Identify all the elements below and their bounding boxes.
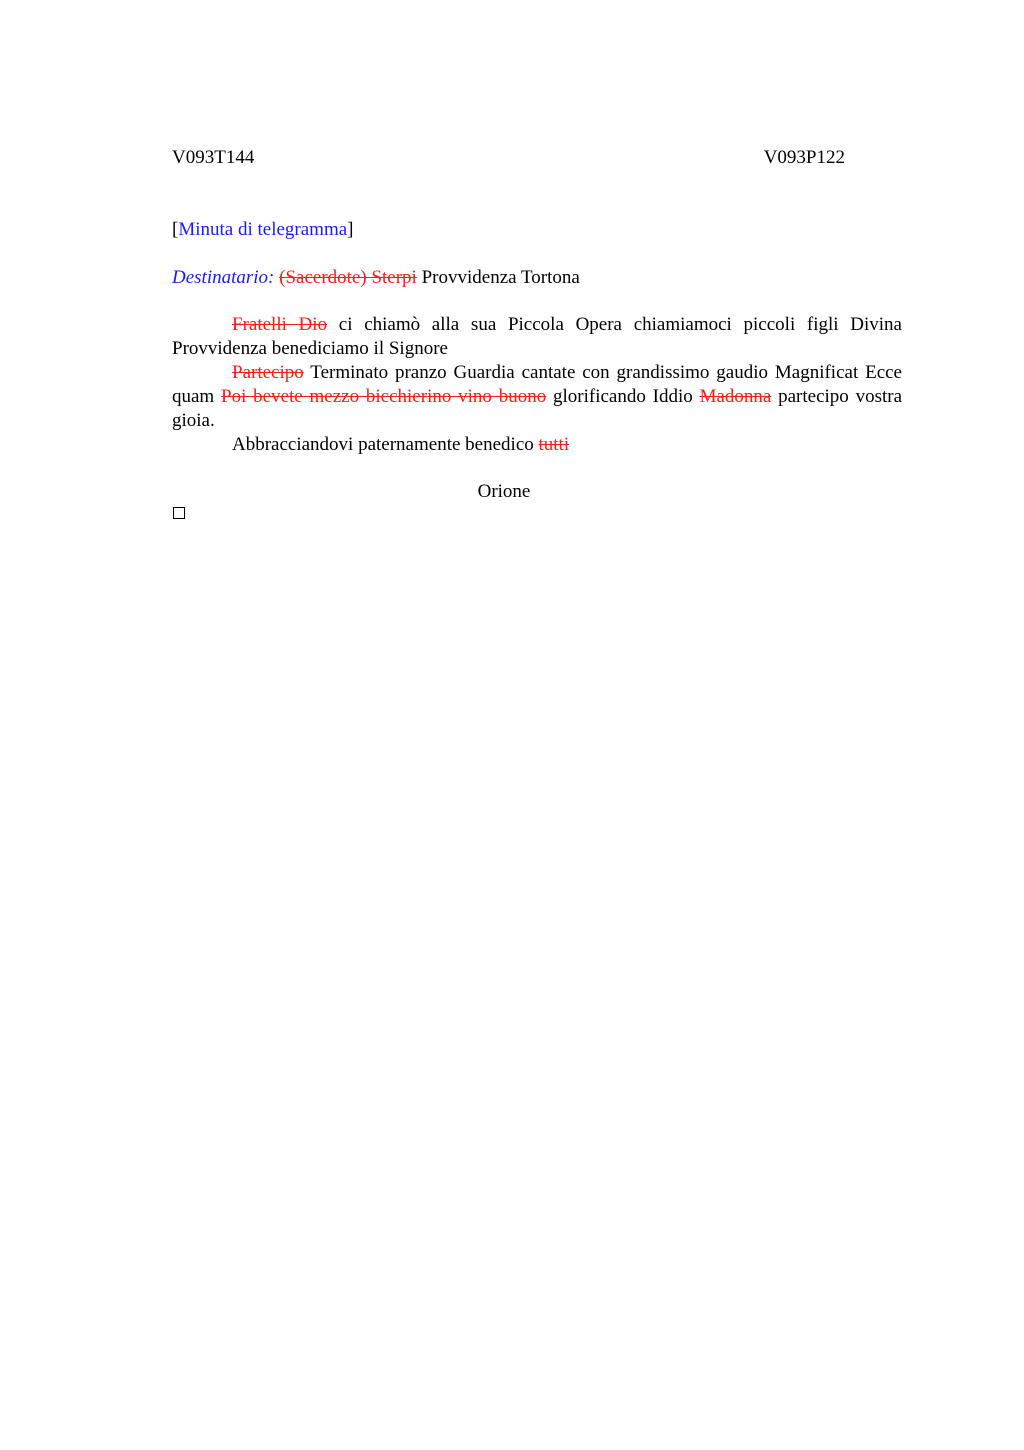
paragraph-text: glorificando Iddio [553,386,693,407]
deleted-text: tutti [538,434,570,455]
paragraph-1 [172,313,902,361]
recipient-deleted-text: (Sacerdote) Sterpi [279,267,417,288]
paragraph-2 [172,361,902,433]
recipient-line [172,266,580,290]
deleted-text: Madonna [699,386,772,407]
recipient-label: Destinatario: [172,267,275,288]
telegram-body [172,313,902,457]
deleted-text: Fratelli Dio [232,314,328,335]
paragraph-text: Abbracciandovi paternamente benedico [232,434,534,455]
paragraph-text: ci chiamò alla sua Piccola Opera chiamiamoci piccoli figli Divina Provvidenza benediciamo il Signore [172,314,902,359]
document-code-left: V093T144 [172,147,255,168]
paragraph-text: partecipo vostra gioia. [172,386,903,431]
recipient-text: Provvidenza Tortona [421,267,580,288]
header-row [172,146,845,170]
deleted-text: Partecipo [232,362,304,383]
deleted-text: Poi bevete mezzo bicchierino vino buono [221,386,547,407]
paragraph-text: Terminato pranzo Guardia cantate con grandissimo gaudio Magnificat Ecce quam [172,362,902,407]
document-type [172,218,354,242]
document-code-right: V093P122 [763,147,845,168]
bracket-open: [ [172,219,179,240]
empty-square-icon [173,507,185,519]
document-type-title: Minuta di telegramma [178,219,348,240]
paragraph-3 [172,433,902,457]
signature: Orione [477,481,531,502]
bracket-close: ] [347,219,354,240]
